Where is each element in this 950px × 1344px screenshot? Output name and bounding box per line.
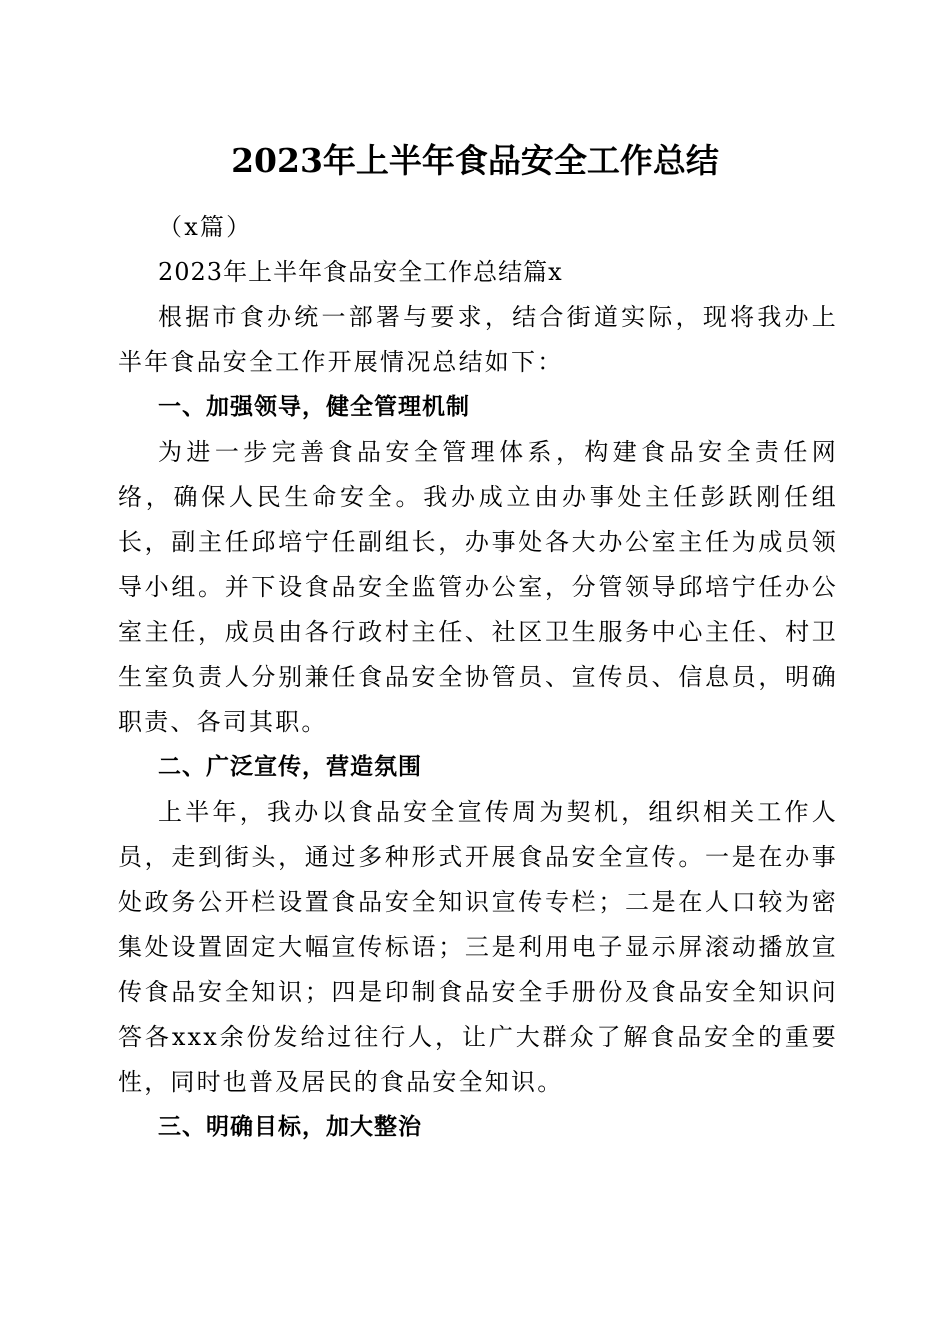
count-note: （x篇） <box>158 213 253 241</box>
section-heading-1: 一、加强领导，健全管理机制 <box>158 394 470 420</box>
document-body <box>118 205 838 1150</box>
section-paragraph-2: 上半年，我办以食品安全宣传周为契机，组织相关工作人员，走到街头，通过多种形式开展食品安全宣传。一是在办事处政务公开栏设置食品安全知识宣传专栏；二是在人口较为密集处设置固定大幅宣传标语；三是利用电子显示屏滚动播放宣传食品安全知识；四是印制食品安全手册份及食品安全知识问答各xxx余份发给过往行人，让广大群众了解食品安全的重要性，同时也普及居民的食品安全知识。 <box>118 798 838 1096</box>
section-heading-3: 三、明确目标，加大整治 <box>158 1114 422 1140</box>
article-title: 2023年上半年食品安全工作总结篇x <box>158 258 563 286</box>
intro-paragraph: 根据市食办统一部署与要求，结合街道实际，现将我办上半年食品安全工作开展情况总结如下： <box>118 303 838 376</box>
document-title: 2023年上半年食品安全工作总结 <box>231 141 719 180</box>
section-heading-2: 二、广泛宣传，营造氛围 <box>158 754 422 780</box>
section-paragraph-1: 为进一步完善食品安全管理体系，构建食品安全责任网络，确保人民生命安全。我办成立由办事处主任彭跃刚任组长，副主任邱培宁任副组长，办事处各大办公室主任为成员领导小组。并下设食品安全监管办公室，分管领导邱培宁任办公室主任，成员由各行政村主任、社区卫生服务中心主任、村卫生室负责人分别兼任食品安全协管员、宣传员、信息员，明确职责、各司其职。 <box>118 438 838 736</box>
